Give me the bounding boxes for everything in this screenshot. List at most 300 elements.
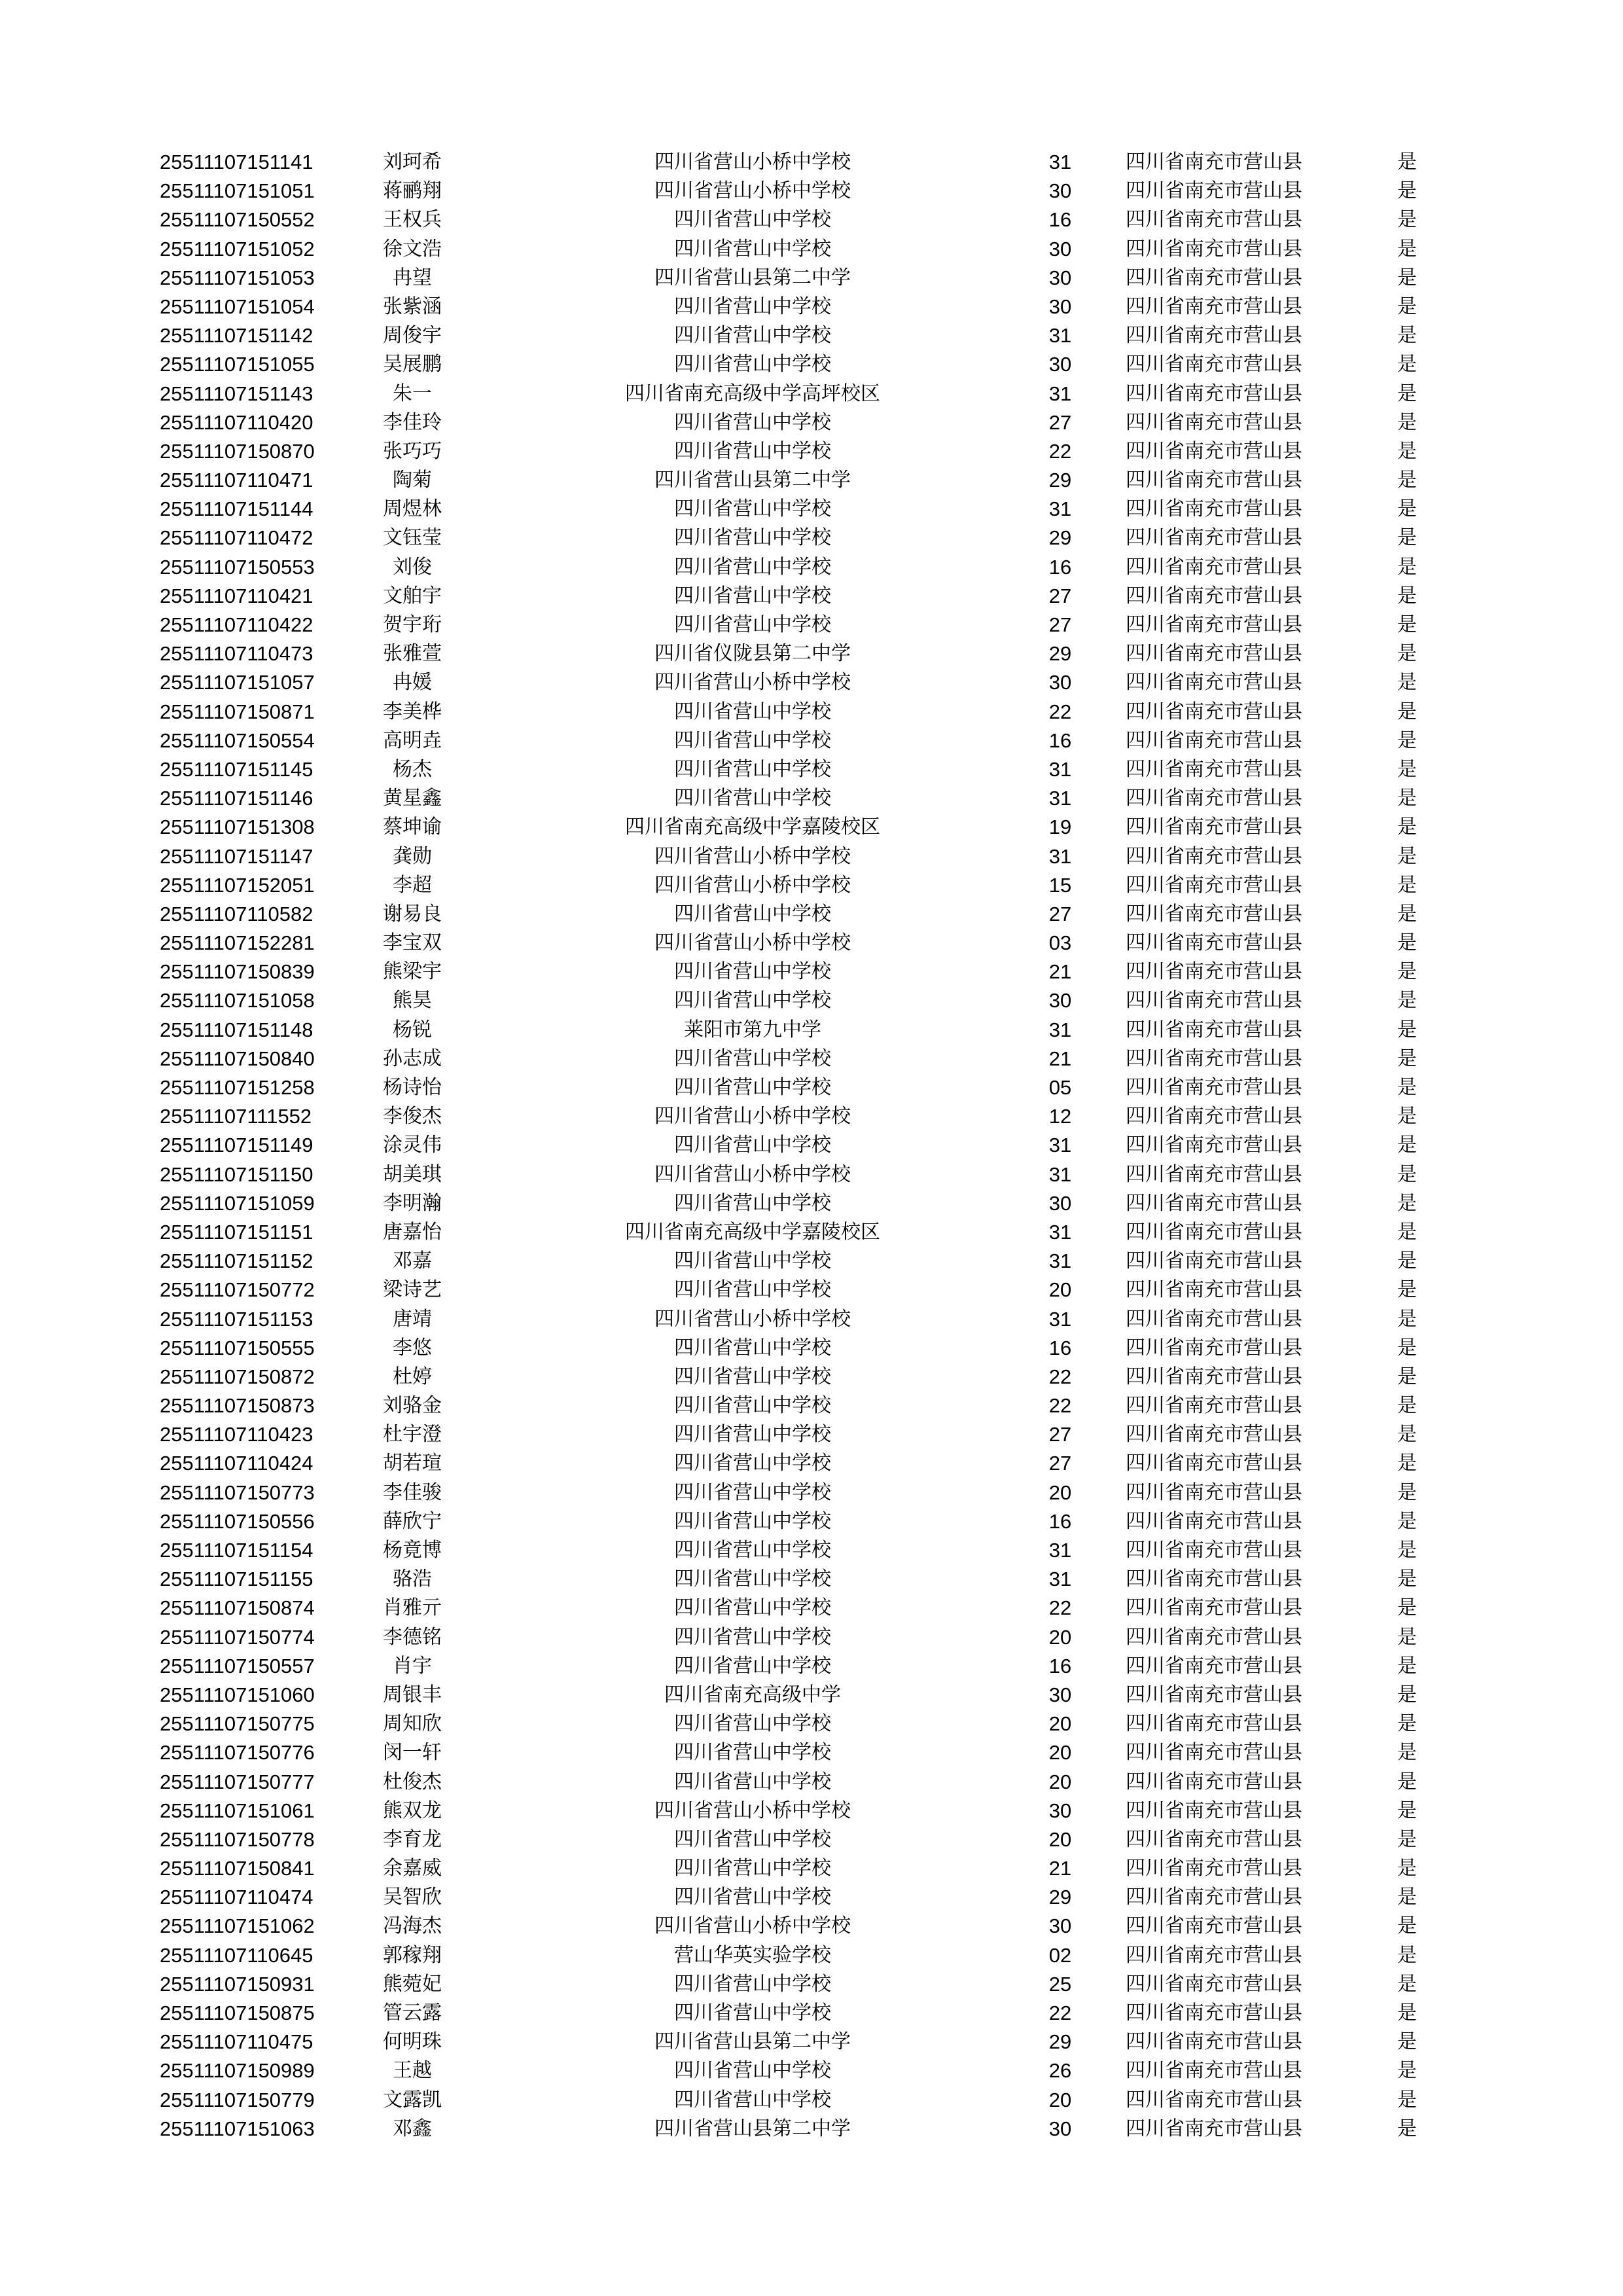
region-cell: 四川省南充市营山县 [1126, 410, 1302, 434]
table-row [0, 264, 1623, 293]
school-cell: 四川省营山中学校 [674, 1770, 831, 1793]
grade-code-cell: 31 [1048, 324, 1072, 348]
table-row [0, 148, 1623, 177]
student-name-cell: 胡美琪 [383, 1162, 442, 1186]
student-name-cell: 周银丰 [383, 1683, 442, 1706]
flag-cell: 是 [1397, 1886, 1417, 1909]
student-id-cell: 25511107150552 [160, 208, 315, 232]
student-id-cell: 25511107150553 [160, 555, 315, 579]
table-row [0, 1334, 1623, 1363]
student-name-cell: 冉媛 [393, 671, 432, 694]
student-id-cell: 25511107151057 [160, 671, 315, 694]
table-row [0, 1449, 1623, 1478]
student-id-cell: 25511107110420 [160, 410, 313, 434]
table-row [0, 929, 1623, 958]
school-cell: 四川省营山中学校 [674, 1741, 831, 1765]
student-id-cell: 25511107152051 [160, 873, 315, 897]
student-name-cell: 唐靖 [393, 1307, 432, 1331]
region-cell: 四川省南充市营山县 [1126, 671, 1302, 694]
student-name-cell: 李超 [393, 873, 432, 897]
student-name-cell: 闵一轩 [383, 1741, 442, 1765]
region-cell: 四川省南充市营山县 [1126, 1191, 1302, 1215]
table-row [0, 1276, 1623, 1304]
school-cell: 四川省营山中学校 [674, 1625, 831, 1649]
student-id-cell: 25511107150773 [160, 1480, 315, 1504]
table-row [0, 784, 1623, 813]
table-row [0, 1536, 1623, 1565]
school-cell: 四川省营山中学校 [674, 526, 831, 550]
grade-code-cell: 20 [1048, 1827, 1072, 1851]
region-cell: 四川省南充市营山县 [1126, 1423, 1302, 1446]
region-cell: 四川省南充市营山县 [1126, 1741, 1302, 1765]
table-row [0, 813, 1623, 842]
grade-code-cell: 22 [1048, 2001, 1072, 2024]
flag-cell: 是 [1397, 526, 1417, 550]
flag-cell: 是 [1397, 960, 1417, 984]
student-name-cell: 刘珂希 [383, 151, 442, 173]
region-cell: 四川省南充市营山县 [1126, 2117, 1302, 2140]
student-id-cell: 25511107150875 [160, 2001, 315, 2024]
student-name-cell: 李悠 [393, 1336, 432, 1359]
region-cell: 四川省南充市营山县 [1126, 2059, 1302, 2083]
student-name-cell: 张紫涵 [383, 295, 442, 318]
school-cell: 四川省南充高级中学嘉陵校区 [625, 816, 880, 839]
grade-code-cell: 30 [1048, 671, 1072, 694]
student-name-cell: 何明珠 [383, 2030, 442, 2054]
grade-code-cell: 31 [1048, 1307, 1072, 1331]
region-cell: 四川省南充市营山县 [1126, 1596, 1302, 1620]
school-cell: 四川省营山中学校 [674, 1134, 831, 1157]
school-cell: 四川省营山中学校 [674, 1423, 831, 1446]
student-name-cell: 吴智欣 [383, 1886, 442, 1909]
school-cell: 四川省营山中学校 [674, 237, 831, 260]
student-name-cell: 余嘉威 [383, 1857, 442, 1880]
grade-code-cell: 30 [1048, 179, 1072, 203]
flag-cell: 是 [1397, 1625, 1417, 1649]
student-id-cell: 25511107110475 [160, 2030, 313, 2054]
student-id-cell: 25511107151150 [160, 1162, 313, 1186]
student-name-cell: 邓嘉 [393, 1249, 432, 1273]
student-name-cell: 骆浩 [393, 1568, 432, 1591]
table-row [0, 639, 1623, 668]
flag-cell: 是 [1397, 1249, 1417, 1273]
student-id-cell: 25511107151062 [160, 1914, 315, 1938]
grade-code-cell: 20 [1048, 1625, 1072, 1649]
school-cell: 四川省营山中学校 [674, 555, 831, 579]
grade-code-cell: 30 [1048, 2117, 1072, 2140]
school-cell: 四川省营山县第二中学 [654, 266, 851, 289]
student-id-cell: 25511107150775 [160, 1712, 315, 1736]
region-cell: 四川省南充市营山县 [1126, 497, 1302, 521]
grade-code-cell: 20 [1048, 1480, 1072, 1504]
student-name-cell: 肖雅亓 [383, 1596, 442, 1620]
region-cell: 四川省南充市营山县 [1126, 1480, 1302, 1504]
table-row [0, 726, 1623, 755]
school-cell: 四川省营山中学校 [674, 584, 831, 607]
region-cell: 四川省南充市营山县 [1126, 2001, 1302, 2024]
table-row [0, 871, 1623, 900]
student-name-cell: 孙志成 [383, 1047, 442, 1070]
table-row [0, 408, 1623, 437]
school-cell: 四川省营山中学校 [674, 2059, 831, 2083]
flag-cell: 是 [1397, 2117, 1417, 2140]
student-name-cell: 杨竟博 [383, 1539, 442, 1562]
table-row [0, 1420, 1623, 1449]
flag-cell: 是 [1397, 1654, 1417, 1677]
grade-code-cell: 29 [1048, 469, 1072, 492]
student-name-cell: 冯海杰 [383, 1914, 442, 1938]
table-row [0, 1970, 1623, 1999]
grade-code-cell: 31 [1048, 1220, 1072, 1244]
flag-cell: 是 [1397, 1683, 1417, 1706]
grade-code-cell: 27 [1048, 613, 1072, 636]
flag-cell: 是 [1397, 1423, 1417, 1446]
school-cell: 四川省营山中学校 [674, 757, 831, 781]
student-id-cell: 25511107110474 [160, 1886, 313, 1909]
flag-cell: 是 [1397, 902, 1417, 925]
flag-cell: 是 [1397, 613, 1417, 636]
flag-cell: 是 [1397, 757, 1417, 781]
table-row [0, 524, 1623, 552]
table-row [0, 1768, 1623, 1797]
table-row [0, 2115, 1623, 2144]
table-row [0, 986, 1623, 1015]
student-name-cell: 李明瀚 [383, 1191, 442, 1215]
student-id-cell: 25511107150873 [160, 1394, 315, 1418]
table-row [0, 668, 1623, 697]
student-name-cell: 龚勋 [393, 844, 432, 868]
table-row [0, 611, 1623, 639]
grade-code-cell: 22 [1048, 1596, 1072, 1620]
region-cell: 四川省南充市营山县 [1126, 2030, 1302, 2054]
table-row [0, 380, 1623, 408]
student-id-cell: 25511107151154 [160, 1539, 313, 1562]
region-cell: 四川省南充市营山县 [1126, 1914, 1302, 1938]
grade-code-cell: 30 [1048, 1914, 1072, 1938]
school-cell: 四川省营山中学校 [674, 2088, 831, 2111]
region-cell: 四川省南充市营山县 [1126, 1365, 1302, 1388]
student-table [0, 148, 1623, 2144]
flag-cell: 是 [1397, 295, 1417, 318]
grade-code-cell: 16 [1048, 555, 1072, 579]
student-name-cell: 李佳骏 [383, 1480, 442, 1504]
student-name-cell: 贺宇珩 [383, 613, 442, 636]
flag-cell: 是 [1397, 2059, 1417, 2083]
student-name-cell: 杜婷 [393, 1365, 432, 1388]
flag-cell: 是 [1397, 1278, 1417, 1302]
region-cell: 四川省南充市营山县 [1126, 324, 1302, 348]
region-cell: 四川省南充市营山县 [1126, 266, 1302, 289]
region-cell: 四川省南充市营山县 [1126, 1770, 1302, 1793]
school-cell: 四川省营山小桥中学校 [654, 1162, 851, 1186]
grade-code-cell: 27 [1048, 902, 1072, 925]
grade-code-cell: 15 [1048, 873, 1072, 897]
region-cell: 四川省南充市营山县 [1126, 1076, 1302, 1099]
school-cell: 四川省仪陇县第二中学 [654, 642, 851, 666]
flag-cell: 是 [1397, 1307, 1417, 1331]
student-id-cell: 25511107151152 [160, 1249, 313, 1273]
grade-code-cell: 30 [1048, 1683, 1072, 1706]
student-name-cell: 薛欣宁 [383, 1509, 442, 1533]
student-id-cell: 25511107150871 [160, 700, 315, 723]
student-id-cell: 25511107110582 [160, 902, 313, 925]
region-cell: 四川省南充市营山县 [1126, 237, 1302, 260]
student-id-cell: 25511107110422 [160, 613, 313, 636]
region-cell: 四川省南充市营山县 [1126, 584, 1302, 607]
school-cell: 四川省营山小桥中学校 [654, 844, 851, 868]
flag-cell: 是 [1397, 642, 1417, 666]
flag-cell: 是 [1397, 1480, 1417, 1504]
region-cell: 四川省南充市营山县 [1126, 902, 1302, 925]
region-cell: 四川省南充市营山县 [1126, 1539, 1302, 1562]
flag-cell: 是 [1397, 1596, 1417, 1620]
grade-code-cell: 20 [1048, 1278, 1072, 1302]
student-name-cell: 刘俊 [393, 555, 432, 579]
table-row [0, 1883, 1623, 1912]
grade-code-cell: 30 [1048, 237, 1072, 260]
flag-cell: 是 [1397, 2030, 1417, 2054]
student-id-cell: 25511107151054 [160, 295, 315, 318]
grade-code-cell: 21 [1048, 1857, 1072, 1880]
grade-code-cell: 05 [1048, 1076, 1072, 1099]
table-row [0, 1854, 1623, 1883]
table-row [0, 2056, 1623, 2085]
student-name-cell: 黄星鑫 [383, 787, 442, 810]
table-row [0, 1623, 1623, 1652]
school-cell: 四川省营山中学校 [674, 1857, 831, 1880]
region-cell: 四川省南充市营山县 [1126, 931, 1302, 955]
table-row [0, 1102, 1623, 1131]
student-name-cell: 周俊宇 [383, 324, 442, 348]
school-cell: 四川省营山中学校 [674, 497, 831, 521]
region-cell: 四川省南充市营山县 [1126, 816, 1302, 839]
student-id-cell: 25511107151059 [160, 1191, 315, 1215]
school-cell: 四川省营山中学校 [674, 410, 831, 434]
flag-cell: 是 [1397, 2088, 1417, 2111]
flag-cell: 是 [1397, 1105, 1417, 1128]
table-row [0, 1391, 1623, 1420]
school-cell: 四川省营山中学校 [674, 902, 831, 925]
region-cell: 四川省南充市营山县 [1126, 208, 1302, 232]
table-row [0, 1247, 1623, 1276]
flag-cell: 是 [1397, 1827, 1417, 1851]
table-row [0, 235, 1623, 264]
student-name-cell: 李育龙 [383, 1827, 442, 1851]
flag-cell: 是 [1397, 1191, 1417, 1215]
flag-cell: 是 [1397, 671, 1417, 694]
grade-code-cell: 19 [1048, 816, 1072, 839]
flag-cell: 是 [1397, 1336, 1417, 1359]
table-row [0, 1045, 1623, 1073]
grade-code-cell: 31 [1048, 787, 1072, 810]
table-row [0, 293, 1623, 321]
school-cell: 四川省营山中学校 [674, 787, 831, 810]
student-name-cell: 谢易良 [383, 902, 442, 925]
region-cell: 四川省南充市营山县 [1126, 1827, 1302, 1851]
school-cell: 四川省营山中学校 [674, 1249, 831, 1273]
student-name-cell: 张巧巧 [383, 439, 442, 463]
table-row [0, 1218, 1623, 1247]
flag-cell: 是 [1397, 1914, 1417, 1938]
table-row [0, 698, 1623, 726]
school-cell: 四川省营山中学校 [674, 295, 831, 318]
grade-code-cell: 16 [1048, 1654, 1072, 1677]
table-row [0, 1479, 1623, 1507]
region-cell: 四川省南充市营山县 [1126, 1857, 1302, 1880]
grade-code-cell: 22 [1048, 700, 1072, 723]
grade-code-cell: 21 [1048, 960, 1072, 984]
region-cell: 四川省南充市营山县 [1126, 179, 1302, 203]
student-name-cell: 吴展鹏 [383, 353, 442, 376]
student-id-cell: 25511107110423 [160, 1423, 313, 1446]
grade-code-cell: 20 [1048, 1770, 1072, 1793]
table-row [0, 1189, 1623, 1218]
grade-code-cell: 16 [1048, 208, 1072, 232]
flag-cell: 是 [1397, 989, 1417, 1013]
student-id-cell: 25511107151143 [160, 382, 313, 405]
school-cell: 四川省营山中学校 [674, 960, 831, 984]
flag-cell: 是 [1397, 497, 1417, 521]
student-id-cell: 25511107151063 [160, 2117, 315, 2140]
student-id-cell: 25511107150931 [160, 1972, 315, 1996]
table-row [0, 1797, 1623, 1825]
region-cell: 四川省南充市营山县 [1126, 1654, 1302, 1677]
flag-cell: 是 [1397, 728, 1417, 752]
student-name-cell: 周知欣 [383, 1712, 442, 1736]
student-name-cell: 李宝双 [383, 931, 442, 955]
flag-cell: 是 [1397, 787, 1417, 810]
student-name-cell: 蔡坤谕 [383, 816, 442, 839]
student-name-cell: 胡若瑄 [383, 1452, 442, 1475]
table-row [0, 1131, 1623, 1160]
flag-cell: 是 [1397, 1394, 1417, 1418]
student-id-cell: 25511107151149 [160, 1134, 313, 1157]
table-row [0, 900, 1623, 929]
region-cell: 四川省南充市营山县 [1126, 1307, 1302, 1331]
region-cell: 四川省南充市营山县 [1126, 1336, 1302, 1359]
school-cell: 四川省营山中学校 [674, 1278, 831, 1302]
flag-cell: 是 [1397, 266, 1417, 289]
region-cell: 四川省南充市营山县 [1126, 613, 1302, 636]
grade-code-cell: 20 [1048, 2088, 1072, 2111]
flag-cell: 是 [1397, 1712, 1417, 1736]
student-id-cell: 25511107151155 [160, 1568, 313, 1591]
school-cell: 四川省营山中学校 [674, 439, 831, 463]
school-cell: 四川省营山中学校 [674, 1191, 831, 1215]
flag-cell: 是 [1397, 2001, 1417, 2024]
student-id-cell: 25511107111552 [160, 1105, 312, 1128]
student-name-cell: 李德铭 [383, 1625, 442, 1649]
grade-code-cell: 25 [1048, 1972, 1072, 1996]
grade-code-cell: 22 [1048, 439, 1072, 463]
region-cell: 四川省南充市营山县 [1126, 642, 1302, 666]
grade-code-cell: 22 [1048, 1394, 1072, 1418]
school-cell: 四川省营山中学校 [674, 1509, 831, 1533]
student-name-cell: 朱一 [393, 382, 432, 405]
region-cell: 四川省南充市营山县 [1126, 1249, 1302, 1273]
flag-cell: 是 [1397, 700, 1417, 723]
student-name-cell: 文露凯 [383, 2088, 442, 2111]
region-cell: 四川省南充市营山县 [1126, 1452, 1302, 1475]
grade-code-cell: 31 [1048, 844, 1072, 868]
student-name-cell: 杨锐 [393, 1018, 432, 1041]
table-row [0, 206, 1623, 234]
region-cell: 四川省南充市营山县 [1126, 1509, 1302, 1533]
student-id-cell: 25511107110421 [160, 584, 313, 607]
flag-cell: 是 [1397, 151, 1417, 173]
school-cell: 四川省营山中学校 [674, 613, 831, 636]
student-id-cell: 25511107151053 [160, 266, 315, 289]
region-cell: 四川省南充市营山县 [1126, 1134, 1302, 1157]
school-cell: 四川省营山中学校 [674, 1394, 831, 1418]
student-id-cell: 25511107151061 [160, 1799, 315, 1822]
table-row [0, 350, 1623, 379]
table-row [0, 2086, 1623, 2115]
table-row [0, 1825, 1623, 1854]
grade-code-cell: 16 [1048, 1336, 1072, 1359]
grade-code-cell: 02 [1048, 1943, 1072, 1967]
flag-cell: 是 [1397, 410, 1417, 434]
flag-cell: 是 [1397, 1943, 1417, 1967]
flag-cell: 是 [1397, 816, 1417, 839]
grade-code-cell: 22 [1048, 1365, 1072, 1388]
flag-cell: 是 [1397, 208, 1417, 232]
school-cell: 四川省营山小桥中学校 [654, 671, 851, 694]
student-id-cell: 25511107150554 [160, 728, 315, 752]
flag-cell: 是 [1397, 1365, 1417, 1388]
student-name-cell: 涂灵伟 [383, 1134, 442, 1157]
school-cell: 四川省营山小桥中学校 [654, 151, 851, 173]
grade-code-cell: 30 [1048, 353, 1072, 376]
school-cell: 四川省营山中学校 [674, 1336, 831, 1359]
region-cell: 四川省南充市营山县 [1126, 382, 1302, 405]
student-id-cell: 25511107151151 [160, 1220, 313, 1244]
grade-code-cell: 31 [1048, 1568, 1072, 1591]
region-cell: 四川省南充市营山县 [1126, 757, 1302, 781]
flag-cell: 是 [1397, 1047, 1417, 1070]
grade-code-cell: 21 [1048, 1047, 1072, 1070]
flag-cell: 是 [1397, 873, 1417, 897]
student-name-cell: 唐嘉怡 [383, 1220, 442, 1244]
student-name-cell: 刘骆金 [383, 1394, 442, 1418]
student-name-cell: 李俊杰 [383, 1105, 442, 1128]
region-cell: 四川省南充市营山县 [1126, 295, 1302, 318]
school-cell: 四川省营山中学校 [674, 1076, 831, 1099]
student-id-cell: 25511107151058 [160, 989, 315, 1013]
student-name-cell: 杨杰 [393, 757, 432, 781]
school-cell: 四川省营山中学校 [674, 700, 831, 723]
student-name-cell: 肖宇 [393, 1654, 432, 1677]
student-id-cell: 25511107151144 [160, 497, 313, 521]
grade-code-cell: 30 [1048, 1191, 1072, 1215]
student-name-cell: 文钰莹 [383, 526, 442, 550]
grade-code-cell: 31 [1048, 1134, 1072, 1157]
school-cell: 四川省营山中学校 [674, 1539, 831, 1562]
flag-cell: 是 [1397, 844, 1417, 868]
region-cell: 四川省南充市营山县 [1126, 1220, 1302, 1244]
region-cell: 四川省南充市营山县 [1126, 960, 1302, 984]
grade-code-cell: 12 [1048, 1105, 1072, 1128]
student-id-cell: 25511107150555 [160, 1336, 315, 1359]
student-id-cell: 25511107151052 [160, 237, 315, 260]
grade-code-cell: 30 [1048, 989, 1072, 1013]
student-id-cell: 25511107150779 [160, 2088, 315, 2111]
table-row [0, 553, 1623, 582]
school-cell: 四川省营山中学校 [674, 728, 831, 752]
student-name-cell: 杜俊杰 [383, 1770, 442, 1793]
grade-code-cell: 31 [1048, 1162, 1072, 1186]
student-name-cell: 杨诗怡 [383, 1076, 442, 1099]
